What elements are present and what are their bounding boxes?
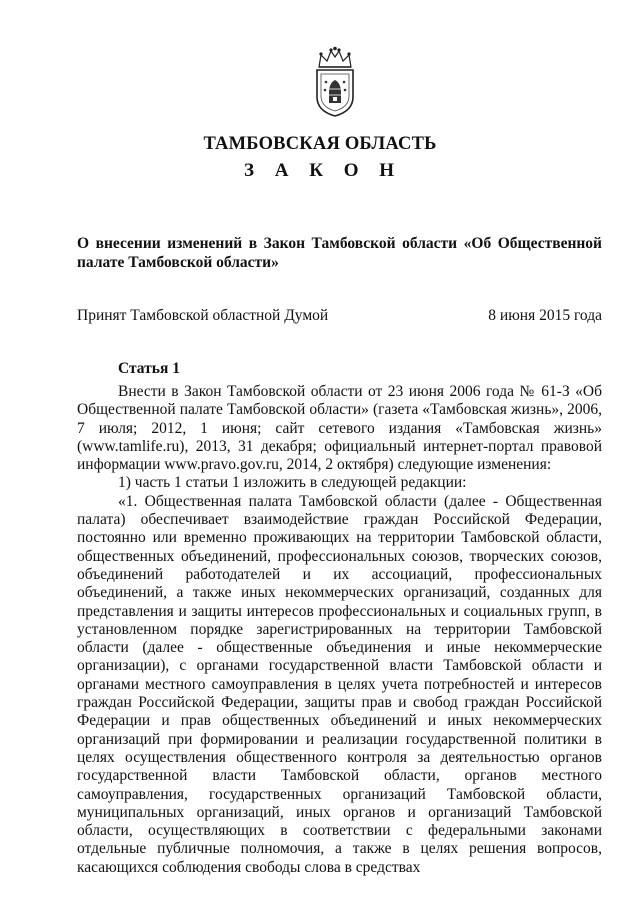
paragraph: 1) часть 1 статьи 1 изложить в следующей редакции: — [118, 474, 467, 492]
adoption-line — [77, 307, 602, 325]
article-heading: Статья 1 — [118, 360, 180, 377]
paragraph: Внести в Закон Тамбовской области от 23 июня 2006 года № 61-З «Об Общественной палате Тамбовской области» (газета «Тамбовская жизнь», 2006, 7 июля; 2012, 1 июня; сайт сетевого издания «Тамбовская жизнь» (www.tamlife.ru), 2013, 31 декабря; официальный интернет-портал правовой информации www.pravo.gov.ru, 2014, 2 октября) следующие изменения: — [77, 383, 602, 474]
paragraph: «1. Общественная палата Тамбовской области (далее - Общественная палата) обеспечивает взаимодействие граждан Российской Федерации, постоянно или временно проживающих на территории Тамбовской области, общественных объединений, профессиональных союзов, творческих союзов, объединений работодателей и их ассоциаций, профессиональных объединений, а также иных некоммерческих организаций, созданных для представления и защиты интересов профессиональных и социальных групп, в установленном порядке зарегистрированных на территории Тамбовской области (далее - общественные объединения и иные некоммерческие организации), с органами государственной власти Тамбовской области и органами местного самоуправления в целях учета потребностей и интересов граждан Российской Федерации, защиты прав и свобод граждан Российской Федерации и прав общественных объединений и иных некоммерческих организаций при формировании и реализации государственной политики в целях осуществления общественного контроля за деятельностью органов государственной власти Тамбовской области, органов местного самоуправления, государственных организаций Тамбовской области, муниципальных организаций, иных органов и организаций Тамбовской области, осуществляющих в соответствии с федеральными законами отдельные публичные полномочия, а также в целях решения вопросов, касающихся соблюдения свободы слова в средствах — [77, 492, 602, 876]
adopted-date: 8 июня 2015 года — [488, 307, 602, 324]
document-type: З А К О Н — [243, 160, 403, 181]
coat-of-arms-icon — [313, 45, 357, 119]
article-body — [77, 383, 602, 877]
region-name: ТАМБОВСКАЯ ОБЛАСТЬ — [203, 134, 437, 154]
adopted-by: Принят Тамбовской областной Думой — [77, 307, 329, 324]
law-title: О внесении изменений в Закон Тамбовской области «Об Общественной палате Тамбовской области» — [77, 235, 602, 271]
